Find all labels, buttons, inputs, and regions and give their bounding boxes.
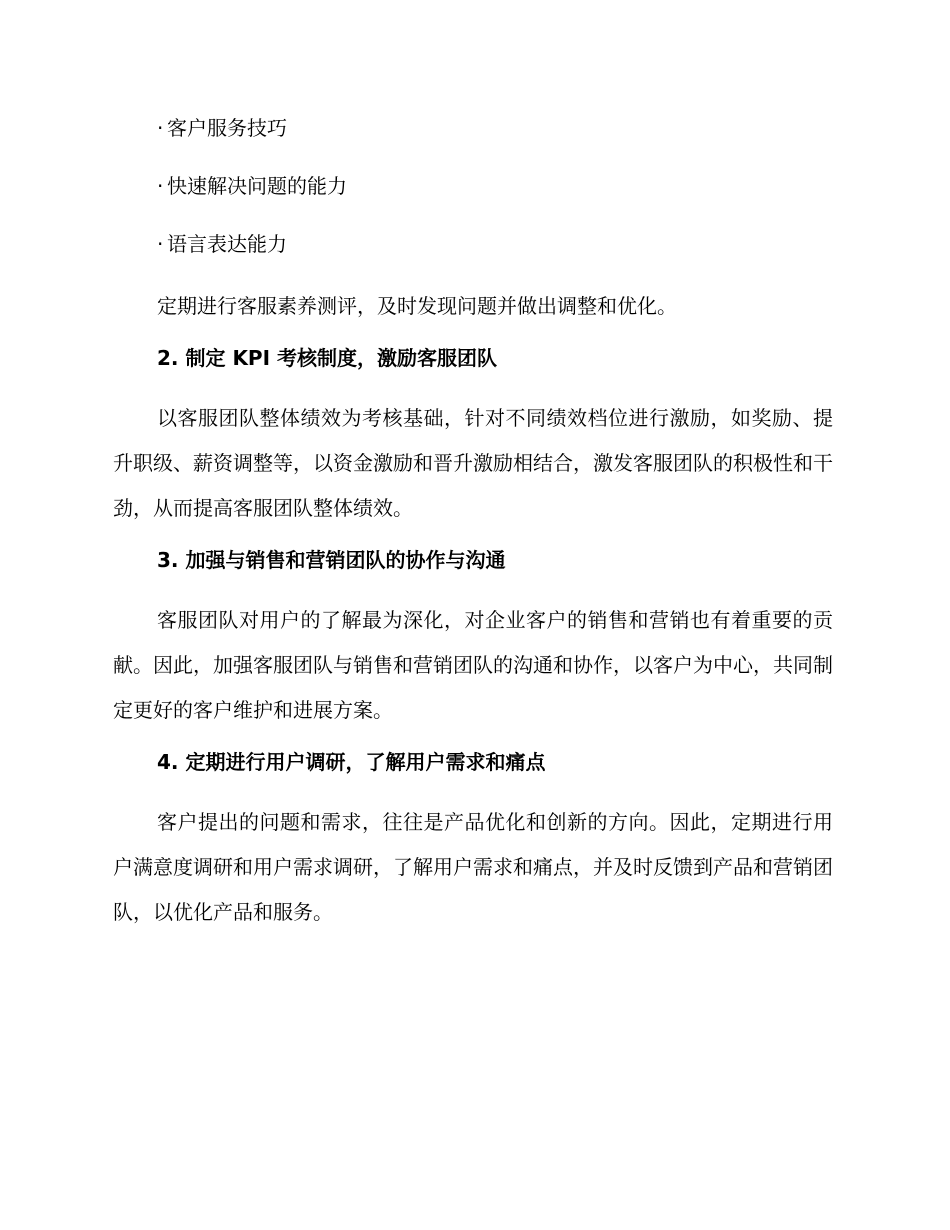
section-heading: 2. 制定 KPI 考核制度，激励客服团队: [157, 346, 497, 370]
bullet-text: 客户服务技巧: [167, 116, 287, 140]
document-content: [113, 110, 833, 946]
bullet-marker: ·: [157, 232, 164, 256]
section-body: 以客服团队整体绩效为考核基础，针对不同绩效档位进行激励，如奖励、提升职级、薪资调整等，以资金激励和晋升激励相结合，激发客服团队的积极性和干劲，从而提高客服团队整体绩效。: [113, 406, 833, 520]
section-heading: 3. 加强与销售和营销团队的协作与沟通: [157, 548, 506, 572]
bullet-marker: ·: [157, 174, 164, 198]
section-body: 客户提出的问题和需求，往往是产品优化和创新的方向。因此，定期进行用户满意度调研和用户需求调研，了解用户需求和痛点，并及时反馈到产品和营销团队，以优化产品和服务。: [113, 810, 833, 924]
intro-paragraph: 定期进行客服素养测评，及时发现问题并做出调整和优化。: [157, 294, 677, 318]
bullet-item: [157, 226, 833, 262]
bullet-text: 语言表达能力: [167, 232, 287, 256]
bullet-marker: ·: [157, 116, 164, 140]
section-body: 客服团队对用户的了解最为深化，对企业客户的销售和营销也有着重要的贡献。因此，加强客服团队与销售和营销团队的沟通和协作，以客户为中心，共同制定更好的客户维护和进展方案。: [113, 608, 833, 722]
bullet-text: 快速解决问题的能力: [167, 174, 347, 198]
section-heading: 4. 定期进行用户调研，了解用户需求和痛点: [157, 750, 546, 774]
bullet-item: [157, 110, 833, 146]
bullet-item: [157, 168, 833, 204]
